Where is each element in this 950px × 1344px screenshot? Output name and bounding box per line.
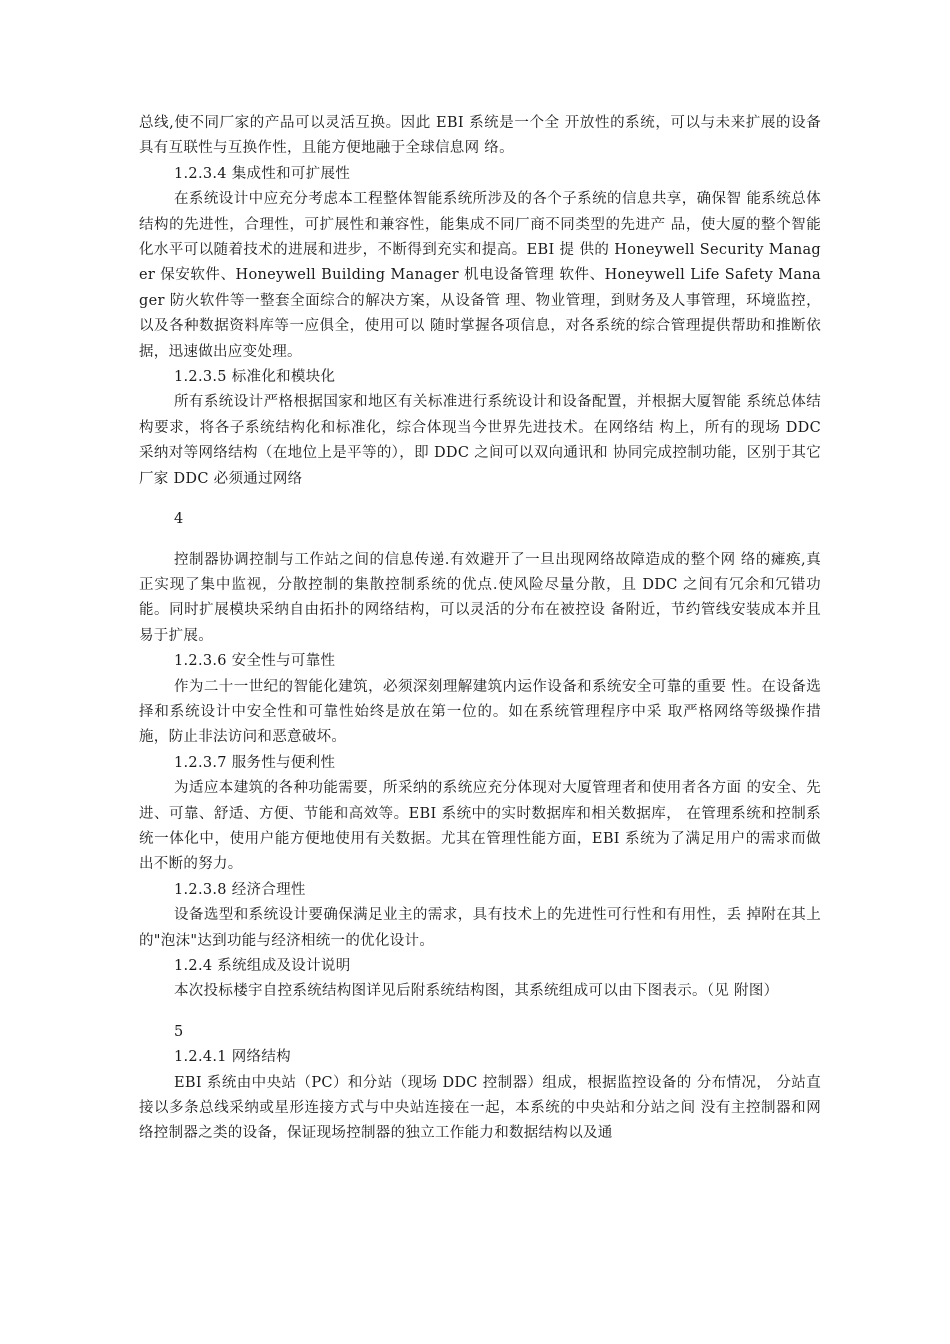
paragraph-security: 作为二十一世纪的智能化建筑，必须深刻理解建筑内运作设备和系统安全可靠的重要 性。在设备选择和系统设计中安全性和可靠性始终是放在第一位的。如在系统管理程序中采 取严格网络等级操作措施，防止非法访问和恶意破坏。 [139, 678, 821, 746]
paragraph-open-system: 总线,使不同厂家的产品可以灵活互换。因此 EBI 系统是一个全 开放性的系统，可以与未来扩展的设备具有互联性与互换作性，且能方便地融于全球信息网 络。 [139, 115, 821, 157]
paragraph-standardization: 所有系统设计严格根据国家和地区有关标准进行系统设计和设备配置，并根据大厦智能 系统总体结构要求，将各子系统结构化和标准化，综合体现当今世界先进技术。在网络结 构上，所有的现场 DDC 采纳对等网络结构（在地位上是平等的），即 DDC 之间可以双向通讯和 协同完成控制功能，区别于其它厂家 DDC 必须通过网络 [139, 394, 821, 487]
paragraph-network-structure: EBI 系统由中央站（PC）和分站（现场 DDC 控制器）组成，根据监控设备的 分布情况， 分站直接以多条总线采纳或星形连接方式与中央站连接在一起，本系统的中央站和分站之间 没有主控制器和网络控制器之类的设备，保证现场控制器的独立工作能力和数据结构以及通 [139, 1074, 821, 1142]
document-page [139, 111, 821, 1147]
heading-system-composition: 1.2.4 系统组成及设计说明 [174, 958, 351, 974]
paragraph-service: 为适应本建筑的各种功能需要，所采纳的系统应充分体现对大厦管理者和使用者各方面 的安全、先进、可靠、舒适、方便、节能和高效等。EBI 系统中的实时数据库和相关数据库， 在管理系统和控制系统一体化中，使用户能方便地使用有关数据。尤其在管理性能方面，EBI 系统为了满足用户的需求而做出不断的努力。 [139, 780, 821, 873]
paragraph-economic: 设备选型和系统设计要确保满足业主的需求，具有技术上的先进性可行性和有用性，丢 掉附在其上的"泡沫"达到功能与经济相统一的优化设计。 [139, 907, 821, 949]
heading-integration-scalability: 1.2.3.4 集成性和可扩展性 [174, 165, 351, 182]
heading-security-reliability: 1.2.3.6 安全性与可靠性 [174, 653, 336, 670]
paragraph-controller-coordination: 控制器协调控制与工作站之间的信息传递.有效避开了一旦出现网络故障造成的整个网 络的瘫痪,真正实现了集中监视，分散控制的集散控制系统的优点.使风险尽量分散，且 DDC 之间有冗余和冗错功能。同时扩展模块采纳自由拓扑的网络结构，可以灵活的分布在被控设 备附近，节约管线安装成本并且易于扩展。 [139, 551, 821, 644]
page-number-5: 5 [174, 1023, 184, 1040]
heading-service-convenience: 1.2.3.7 服务性与便利性 [174, 754, 336, 771]
paragraph-system-composition: 本次投标楼宇自控系统结构图详见后附系统结构图，其系统组成可以由下图表示。（见 附图） [174, 983, 779, 1000]
heading-standardization-modularity: 1.2.3.5 标准化和模块化 [174, 369, 336, 386]
page-number-4: 4 [174, 511, 184, 528]
heading-network-structure: 1.2.4.1 网络结构 [174, 1049, 291, 1066]
heading-economic-rationality: 1.2.3.8 经济合理性 [174, 881, 306, 898]
paragraph-integration: 在系统设计中应充分考虑本工程整体智能系统所涉及的各个子系统的信息共享，确保智 能系统总体结构的先进性，合理性，可扩展性和兼容性，能集成不同厂商不同类型的先进产 品，使大厦的整个智能化水平可以随着技术的进展和进步，不断得到充实和提高。EBI 提 供的 Honeywell Security Manager 保安软件、Honeywell Building Manager 机电设备管理 软件、Honeywell Life Safety Manager 防火软件等一整套全面综合的解决方案，从设备管 理、物业管理，到财务及人事管理，环境监控，以及各种数据资料库等一应俱全，使用可以 随时掌握各项信息，对各系统的综合管理提供帮助和推断依据，迅速做出应变处理。 [139, 191, 821, 360]
